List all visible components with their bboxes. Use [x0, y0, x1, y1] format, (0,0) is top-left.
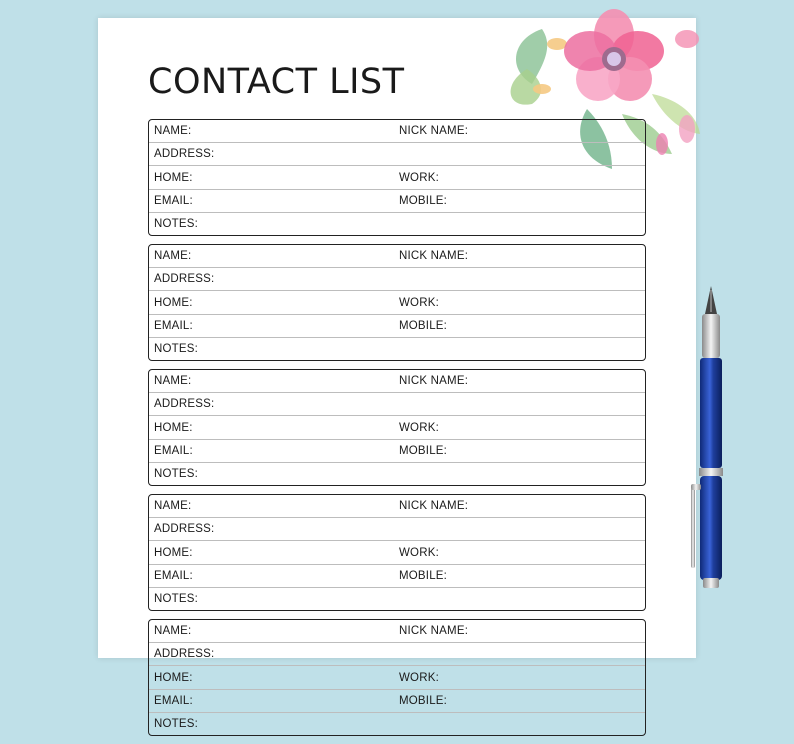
name-row	[149, 620, 645, 643]
nick-name-label: NICK NAME:	[399, 500, 469, 513]
address-row	[149, 518, 645, 541]
notes-row	[149, 213, 645, 235]
address-label: ADDRESS:	[154, 273, 215, 286]
name-row	[149, 120, 645, 143]
email-label: EMAIL:	[154, 569, 193, 582]
notes-row	[149, 463, 645, 485]
nick-name-label: NICK NAME:	[399, 375, 469, 388]
email-label: EMAIL:	[154, 194, 193, 207]
mobile-label: MOBILE:	[399, 444, 448, 457]
email-row	[149, 190, 645, 213]
work-label: WORK:	[399, 421, 439, 434]
name-row	[149, 495, 645, 518]
name-label: NAME:	[154, 250, 192, 263]
notes-label: NOTES:	[154, 342, 199, 355]
contact-card	[148, 619, 646, 736]
phone-row	[149, 166, 645, 189]
email-row	[149, 440, 645, 463]
address-row	[149, 143, 645, 166]
nick-name-label: NICK NAME:	[399, 250, 469, 263]
mobile-label: MOBILE:	[399, 319, 448, 332]
notes-label: NOTES:	[154, 592, 199, 605]
notes-label: NOTES:	[154, 217, 199, 230]
home-label: HOME:	[154, 546, 193, 559]
contact-list-page	[98, 18, 696, 730]
notes-label: NOTES:	[154, 467, 199, 480]
page-title: CONTACT LIST	[148, 62, 405, 102]
name-row	[149, 245, 645, 268]
home-label: HOME:	[154, 171, 193, 184]
nick-name-label: NICK NAME:	[399, 625, 469, 638]
address-label: ADDRESS:	[154, 398, 215, 411]
address-label: ADDRESS:	[154, 148, 215, 161]
email-label: EMAIL:	[154, 444, 193, 457]
address-row	[149, 268, 645, 291]
work-label: WORK:	[399, 171, 439, 184]
work-label: WORK:	[399, 671, 439, 684]
email-row	[149, 315, 645, 338]
phone-row	[149, 541, 645, 564]
phone-row	[149, 666, 645, 689]
mobile-label: MOBILE:	[399, 569, 448, 582]
notes-row	[149, 713, 645, 735]
name-row	[149, 370, 645, 393]
fountain-pen	[686, 284, 736, 594]
contact-card	[148, 119, 646, 236]
home-label: HOME:	[154, 671, 193, 684]
work-label: WORK:	[399, 546, 439, 559]
name-label: NAME:	[154, 625, 192, 638]
phone-row	[149, 416, 645, 439]
email-label: EMAIL:	[154, 319, 193, 332]
name-label: NAME:	[154, 375, 192, 388]
notes-label: NOTES:	[154, 717, 199, 730]
notes-row	[149, 338, 645, 360]
name-label: NAME:	[154, 500, 192, 513]
email-row	[149, 690, 645, 713]
contact-cards	[148, 119, 646, 744]
email-row	[149, 565, 645, 588]
mobile-label: MOBILE:	[399, 194, 448, 207]
work-label: WORK:	[399, 296, 439, 309]
contact-card	[148, 494, 646, 611]
phone-row	[149, 291, 645, 314]
address-label: ADDRESS:	[154, 648, 215, 661]
address-label: ADDRESS:	[154, 523, 215, 536]
home-label: HOME:	[154, 421, 193, 434]
nick-name-label: NICK NAME:	[399, 125, 469, 138]
contact-card	[148, 244, 646, 361]
contact-card	[148, 369, 646, 486]
name-label: NAME:	[154, 125, 192, 138]
mobile-label: MOBILE:	[399, 694, 448, 707]
home-label: HOME:	[154, 296, 193, 309]
email-label: EMAIL:	[154, 694, 193, 707]
notes-row	[149, 588, 645, 610]
address-row	[149, 643, 645, 666]
address-row	[149, 393, 645, 416]
